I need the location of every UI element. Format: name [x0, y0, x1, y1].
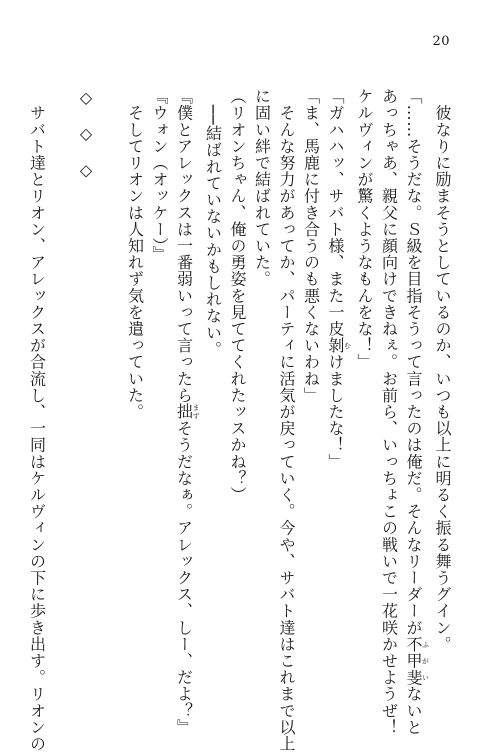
text-line: サバト達とリオン、アレックスが合流し、一同はケルヴィンの下に歩き出す。リオンの — [27, 88, 47, 752]
section-break: ◇ ◇ ◇ — [76, 88, 96, 180]
body-text — [27, 88, 454, 752]
blank-line — [98, 88, 123, 648]
furigana: 不甲斐ふがい — [404, 635, 430, 686]
text-line: あっちゃあ、親父に顔向けできねぇ。お前ら、いっちょこの戦いで一花咲かせようぜ！ — [379, 88, 399, 736]
text-line: に固い絆で結ばれていた。 — [252, 88, 272, 288]
text-line: そんな努力があってか、パーティに活気が戻っていく。今や、サバト達はこれまで以上 — [277, 88, 296, 752]
blank-line — [49, 88, 74, 648]
text-line: ──結ばれていないかもしれない。 — [203, 88, 223, 358]
text-line: 彼なりに励まそうとしているのか、いつも以上に明るく振る舞うグイン。 — [433, 88, 452, 653]
text-line: 「ガハハッ、サバト様、また一皮剝むけましたな！」 — [326, 88, 352, 470]
text-line: ケルヴィンが驚くようなもんをな！」 — [355, 88, 374, 371]
text-line: そしてリオンは人知れず気を遣っていた。 — [125, 88, 145, 420]
furigana: 拙まず — [174, 403, 200, 421]
furigana: 剝む — [326, 337, 352, 354]
text-line: 「……そうだな。Ｓ級を目指そうって言ったのは俺だ。そんなリーダーが不甲斐ふがいないと — [404, 88, 430, 736]
text-line: （リオンちゃん、俺の勇姿を見ててくれたッスかね？） — [228, 88, 247, 503]
text-line: 『ウォン（オッケー）』 — [150, 88, 169, 263]
text-line: 『僕とアレックスは一番弱いって言ったら拙まずそうだなぁ。アレックス、しー、だよ？』 — [174, 88, 200, 736]
page-number: 20 — [432, 34, 450, 49]
text-line: 「ま、馬鹿に付き合うのも悪くないわね」 — [301, 88, 321, 404]
